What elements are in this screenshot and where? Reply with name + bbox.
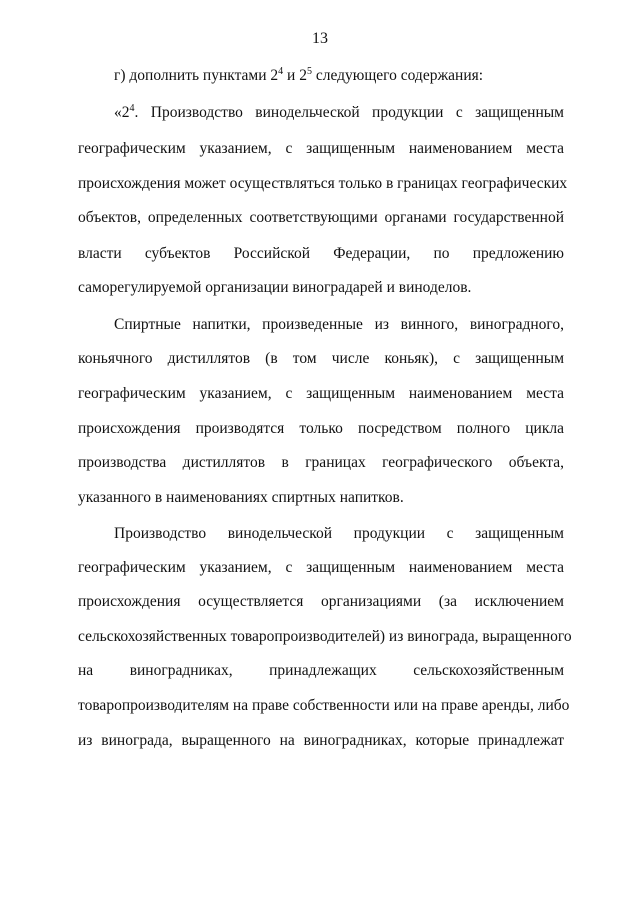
p2-line-2: коньячного дистиллятов (в том числе коньяк), с защищенным xyxy=(78,350,564,367)
p2-line-6: указанного в наименованиях спиртных напитков. xyxy=(78,489,404,506)
p2-line-4: происхождения производятся только посредством полного цикла xyxy=(78,420,564,437)
intro-text-middle: и 2 xyxy=(283,67,307,84)
p3-line-2: географическим указанием, с защищенным наименованием места xyxy=(78,559,564,576)
intro-sup-2: 5 xyxy=(306,66,312,77)
p1-line-2: географическим указанием, с защищенным наименованием места xyxy=(78,140,564,157)
p3-line-4: сельскохозяйственных товаропроизводителей) из винограда, выращенного xyxy=(78,628,572,645)
intro-text-before: г) дополнить пунктами 2 xyxy=(114,67,279,84)
p1-line-4: объектов, определенных соответствующими органами государственной xyxy=(78,209,564,226)
p3-line-1: Производство винодельческой продукции с защищенным xyxy=(114,525,564,542)
p3-line-5: на виноградниках, принадлежащих сельскохозяйственным xyxy=(78,662,564,679)
p1-line-3: происхождения может осуществляться только в границах географических xyxy=(78,175,568,192)
intro-text-after: следующего содержания: xyxy=(311,67,484,84)
p1-lead-sup: 4 xyxy=(129,103,135,114)
intro-sup-1: 4 xyxy=(278,66,284,77)
p1-lead-rest: . Производство винодельческой продукции с защищенным xyxy=(134,104,564,121)
p1-line-6: саморегулируемой организации виноградарей и виноделов. xyxy=(78,279,472,296)
p1-line-1 xyxy=(114,103,564,123)
p1-line-5: власти субъектов Российской Федерации, по предложению xyxy=(78,245,564,262)
p3-line-3: происхождения осуществляется организациями (за исключением xyxy=(78,593,564,610)
p3-line-6: товаропроизводителям на праве собственности или на праве аренды, либо xyxy=(78,697,570,714)
p2-line-1: Спиртные напитки, произведенные из винного, виноградного, xyxy=(114,316,564,333)
p2-line-3: географическим указанием, с защищенным наименованием места xyxy=(78,385,564,402)
p1-lead-quote: «2 xyxy=(114,104,130,121)
p2-line-5: производства дистиллятов в границах географического объекта, xyxy=(78,454,564,471)
p3-line-7: из винограда, выращенного на виноградниках, которые принадлежат xyxy=(78,732,564,749)
page-number: 13 xyxy=(312,30,328,47)
intro-line xyxy=(114,66,564,86)
